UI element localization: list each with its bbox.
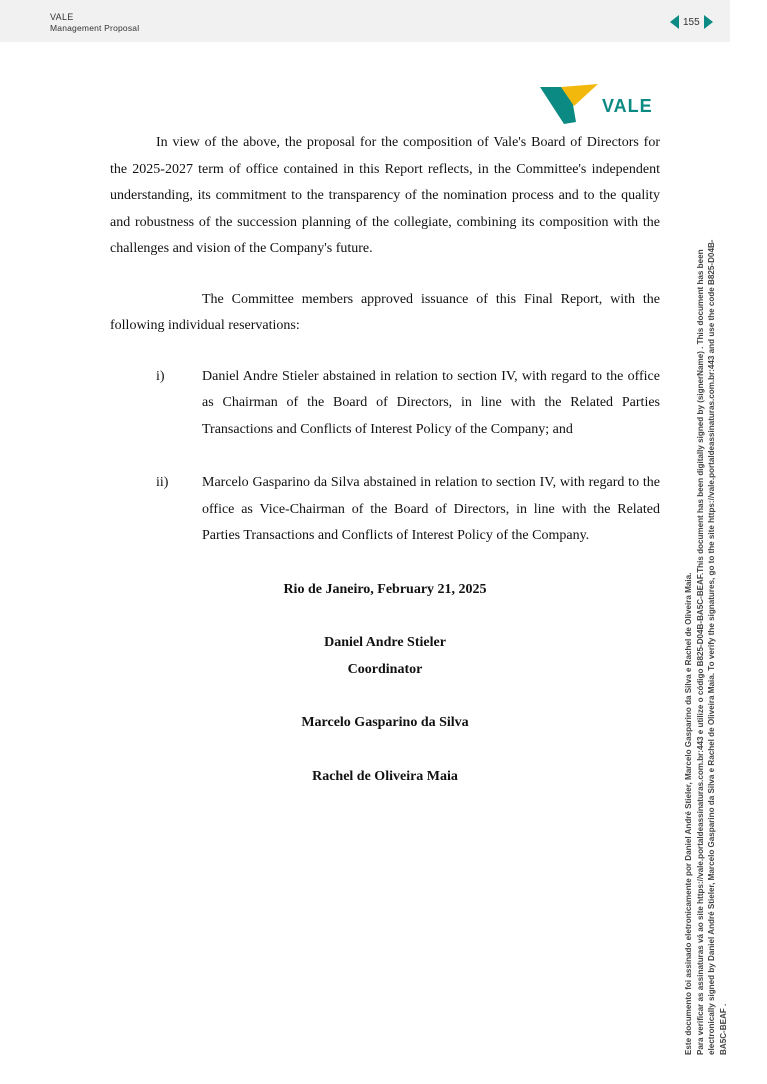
page-header bbox=[0, 0, 730, 42]
list-item bbox=[110, 364, 660, 444]
signature-notice-line: Este documento foi assinado eletronicamente por Daniel André Stieler, Marcelo Gasparino da Silva e Rachel de Oliveira Maia. bbox=[684, 572, 693, 1055]
page-navigator bbox=[670, 14, 713, 30]
list-item-number: ii) bbox=[156, 475, 169, 490]
page-number: 155 bbox=[683, 16, 700, 28]
list-item-text: Marcelo Gasparino da Silva abstained in relation to section IV, with regard to the office as Vice-Chairman of the Board of Directors, in line with the Related Parties Transactions and Conflicts of Interest Policy of the Company. bbox=[202, 475, 660, 543]
paragraph-proposal: In view of the above, the proposal for the composition of Vale's Board of Directors for the 2025-2027 term of office contained in this Report reflects, in the Committee's independent understanding, its commitment to the transparency of the nomination process and to the quality and robustness of the succession planning of the collegiate, combining its composition with the challenges and vision of the Company's future. bbox=[110, 135, 660, 256]
signature-notice-line: BA5C-BEAF . bbox=[718, 1003, 728, 1055]
signatory-name: Daniel Andre Stieler bbox=[324, 635, 446, 650]
list-item bbox=[110, 470, 660, 550]
signatory-name: Marcelo Gasparino da Silva bbox=[301, 715, 469, 730]
signature-notice-line: Para verificar as assinaturas vá ao site https://vale.portaldeassinaturas.com.br:443 e utilize o código B825-D04B-BA5C-BEAF.This document has been digitally signed by (signerName) . This document has been bbox=[695, 249, 705, 1055]
signature-notice-line: electronically signed by Daniel André Stieler, Marcelo Gasparino da Silva e Rachel de Oliveira Maia. To verify the signatures, go to the site https://vale.portaldeassinaturas.com.br:443 and use the code B825-D04B- bbox=[707, 239, 716, 1055]
document-subtitle: Management Proposal bbox=[50, 23, 140, 33]
brand-name: VALE bbox=[50, 12, 74, 22]
paragraph-approval: The Committee members approved issuance of this Final Report, with the following individual reservations: bbox=[110, 291, 660, 333]
next-page-arrow-icon[interactable] bbox=[704, 15, 713, 29]
list-item-number: i) bbox=[156, 368, 165, 384]
header-brand bbox=[50, 12, 139, 34]
vale-logo bbox=[540, 80, 662, 126]
previous-page-arrow-icon[interactable] bbox=[670, 15, 679, 29]
electronic-signature-notice bbox=[683, 80, 729, 1055]
signatory-name: Rachel de Oliveira Maia bbox=[312, 768, 458, 784]
place-and-date: Rio de Janeiro, February 21, 2025 bbox=[283, 581, 487, 597]
list-item-text: Daniel Andre Stieler abstained in relation to section IV, with regard to the office as Chairman of the Board of Directors, in line with the Related Parties Transactions and Conflicts of Interest Policy of the Company; and bbox=[202, 368, 660, 437]
document-body bbox=[110, 130, 660, 790]
logo-wordmark: VALE bbox=[602, 96, 653, 116]
signatory-role: Coordinator bbox=[347, 661, 423, 677]
